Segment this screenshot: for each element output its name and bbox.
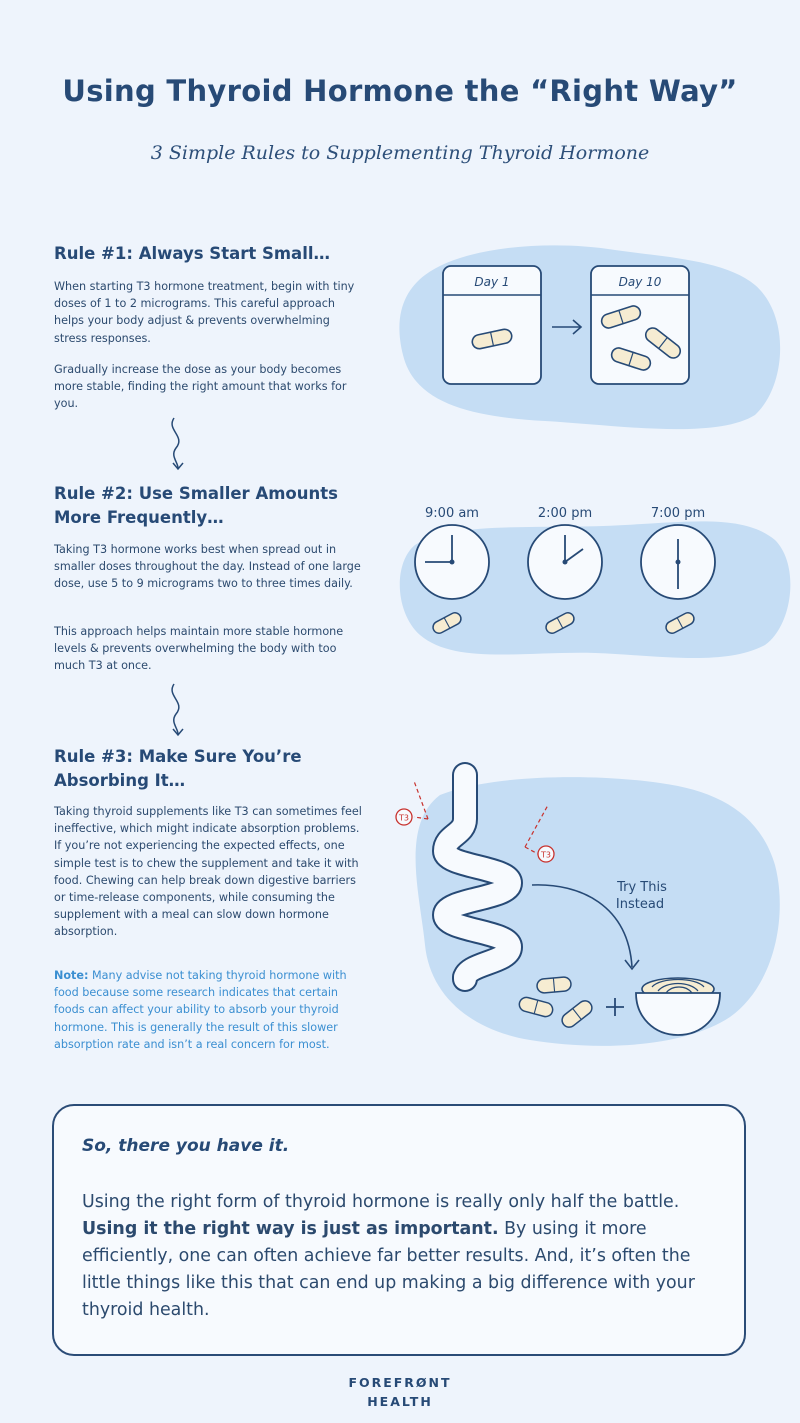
rule-1-heading: Rule #1: Always Start Small…: [54, 244, 331, 263]
rule-2-heading: [54, 482, 374, 530]
time-label-1: 9:00 am: [425, 506, 479, 521]
try-this-label: Try This: [617, 880, 667, 895]
rule-2-heading-line-2: More Frequently…: [54, 508, 224, 527]
summary-body: [82, 1189, 722, 1324]
time-label-2: 2:00 pm: [537, 506, 593, 521]
rule-3-note: [54, 967, 364, 1053]
squiggle-arrow-icon: [160, 414, 200, 474]
summary-text-bold: Using it the right way is just as important.: [82, 1219, 499, 1239]
t3-label: T3: [399, 813, 409, 823]
t3-label: T3: [541, 850, 551, 860]
clock-icon: [528, 525, 602, 599]
dosing-schedule-illustration: [395, 495, 800, 685]
note-text: Many advise not taking thyroid hormone with food because some research indicates that certain foods can affect your ability to absorb your thyroid hormone. This is generally the result of this slower absorption rate and isn’t a real concern for most.: [54, 969, 347, 1051]
pill-icon: [536, 977, 571, 994]
summary-text-a: Using the right form of thyroid hormone is really only half the battle.: [82, 1192, 680, 1212]
rule-1-paragraph-1: When starting T3 hormone treatment, begin with tiny doses of 1 to 2 micrograms. This careful approach helps your body adjust & prevents overwhelming stress responses.: [54, 280, 355, 345]
brand-logo-line-1: FOREFRØNT: [348, 1375, 452, 1390]
summary-text-b: By using it more efficiently, one can often achieve far better results. And, it’s often the little things like this that can end up making a big difference with your thyroid health.: [82, 1219, 695, 1320]
squiggle-arrow-icon: [160, 680, 200, 740]
clock-icon: [415, 525, 489, 599]
rule-1-paragraph-2: Gradually increase the dose as your body becomes more stable, finding the right amount that works for you.: [54, 363, 347, 411]
brand-logo-line-2: HEALTH: [367, 1394, 433, 1409]
rule-3-heading-line-1: Rule #3: Make Sure You’re: [54, 747, 302, 766]
instead-label: Instead: [615, 897, 665, 912]
page-title: Using Thyroid Hormone the “Right Way”: [62, 74, 738, 108]
summary-heading: So, there you have it.: [82, 1136, 290, 1156]
rule-3-paragraph: Taking thyroid supplements like T3 can sometimes feel ineffective, which might indicate absorption problems. If you’re not experiencing the expected effects, one simple test is to chew the supplement and take it with food. Chewing can help break down digestive barriers or time-release components, while consuming the supplement with a meal can slow down hormone absorption.: [54, 805, 362, 939]
rule-3-heading-line-2: Absorbing It…: [54, 771, 186, 790]
rule-2-heading-line-1: Rule #2: Use Smaller Amounts: [54, 484, 338, 503]
day-1-label: Day 1: [474, 275, 510, 289]
rule-2-paragraph-2: This approach helps maintain more stable hormone levels & prevents overwhelming the body with too much T3 at once.: [54, 625, 344, 673]
day-10-label: Day 10: [618, 275, 662, 289]
absorption-illustration: [390, 755, 800, 1055]
clock-icon: [641, 525, 715, 599]
rule-2-paragraph-1: Taking T3 hormone works best when spread out in smaller doses throughout the day. Instead of one large dose, use 5 to 9 micrograms two to three times daily.: [54, 543, 361, 591]
day-comparison-illustration: [395, 235, 800, 445]
rule-3-heading: [54, 745, 374, 793]
note-label: Note:: [54, 969, 89, 982]
page-subtitle: 3 Simple Rules to Supplementing Thyroid Hormone: [150, 142, 650, 164]
time-label-3: 7:00 pm: [650, 506, 706, 521]
